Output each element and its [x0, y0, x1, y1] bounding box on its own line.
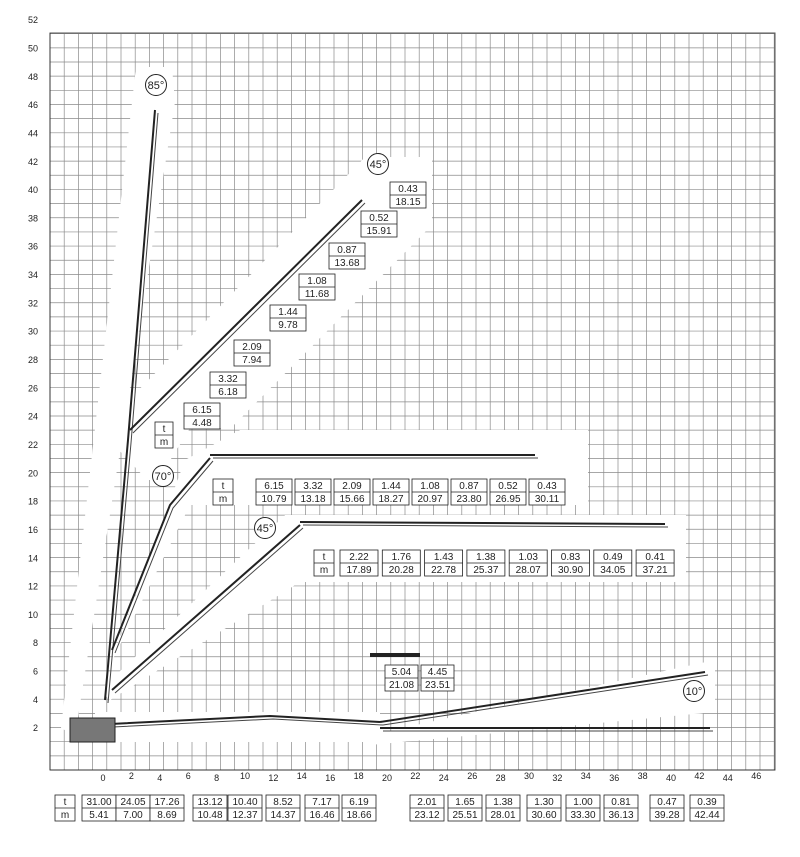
- jib-load-box-m: 21.08: [388, 680, 415, 691]
- bottom-load-box-t: 7.17: [312, 797, 332, 808]
- bottom-load-box-t: 2.01: [417, 797, 437, 808]
- x-tick-label: 36: [609, 773, 620, 783]
- bottom-load-box-t: 10.40: [232, 797, 258, 808]
- row22-load-box-t: 0.43: [537, 481, 557, 492]
- row17-load-box-m: 22.78: [431, 565, 457, 576]
- x-tick-label: 12: [268, 773, 279, 783]
- jib-load-box-t: 4.45: [427, 667, 448, 678]
- y-tick-label: 6: [32, 666, 38, 677]
- row17-load-box-t: 1.43: [433, 552, 454, 563]
- y-tick-label: 50: [27, 43, 38, 54]
- bottom-load-box-m: 8.69: [157, 810, 177, 821]
- x-tick-label: 28: [495, 773, 506, 783]
- x-tick-label: 32: [552, 773, 563, 783]
- bottom-load-box-m: 10.48: [197, 810, 223, 821]
- y-tick-label: 32: [27, 298, 38, 309]
- x-tick-label: 16: [325, 773, 336, 783]
- x-tick-label: 2: [128, 771, 134, 781]
- bottom-load-box-m: 28.01: [490, 810, 516, 821]
- y-tick-label: 48: [27, 71, 38, 82]
- row17-load-box-m: 30.90: [557, 565, 584, 576]
- row22-label-box-t: t: [221, 481, 225, 492]
- y-tick-label: 52: [27, 15, 38, 26]
- y-tick-label: 4: [32, 694, 38, 705]
- row17-load-box-m: 20.28: [388, 565, 414, 576]
- row17-load-box-m: 25.37: [473, 565, 499, 576]
- diag-load-box-t: 3.32: [218, 374, 238, 385]
- x-tick-label: 0: [100, 773, 106, 783]
- jib-load-box-m: 23.51: [424, 680, 451, 691]
- crane-base: [70, 718, 115, 742]
- x-tick-label: 46: [751, 771, 762, 781]
- row22-load-box-m: 10.79: [261, 494, 287, 505]
- row22-load-box-t: 3.32: [303, 481, 323, 492]
- y-tick-label: 30: [27, 326, 38, 337]
- y-tick-label: 12: [27, 581, 38, 592]
- row22-load-box-m: 23.80: [456, 494, 482, 505]
- diag-load-box-t: 6.15: [192, 405, 212, 416]
- bottom-load-box-m: 18.66: [346, 810, 372, 821]
- y-tick-label: 22: [27, 439, 38, 450]
- bottom-load-box-t: 1.38: [493, 797, 513, 808]
- x-tick-label: 24: [438, 773, 449, 783]
- x-tick-label: 22: [410, 771, 421, 781]
- diag-label-box-t: t: [162, 424, 166, 435]
- row17-load-box-m: 37.21: [642, 565, 668, 576]
- diag-load-box-t: 0.52: [369, 213, 389, 224]
- bottom-load-box-t: 0.81: [611, 797, 631, 808]
- diag-load-box-t: 1.08: [307, 276, 327, 287]
- bottom-load-box-m: 33.30: [570, 810, 596, 821]
- diag-load-box-t: 2.09: [242, 342, 262, 353]
- jib-load-box-t: 5.04: [391, 667, 412, 678]
- row22-load-box-t: 0.52: [498, 481, 518, 492]
- bottom-load-box-t: 0.39: [697, 797, 717, 808]
- bottom-load-box-m: 16.46: [309, 810, 335, 821]
- y-tick-label: 26: [27, 383, 38, 394]
- y-tick-label: 18: [27, 496, 38, 507]
- x-tick-label: 8: [214, 773, 220, 783]
- y-tick-label: 40: [27, 185, 38, 196]
- row17-load-box-t: 1.38: [476, 552, 496, 563]
- diag-load-box-m: 4.48: [192, 418, 212, 429]
- x-tick-label: 6: [185, 771, 191, 781]
- y-tick-label: 24: [27, 411, 38, 422]
- y-tick-label: 36: [27, 241, 38, 252]
- diag-load-box-m: 18.15: [395, 197, 421, 208]
- x-tick-label: 40: [665, 773, 677, 783]
- row17-load-box-t: 1.76: [391, 552, 412, 563]
- bottom-load-box-t: 24.05: [120, 797, 146, 808]
- y-tick-label: 28: [27, 355, 38, 366]
- diag-load-box-m: 13.68: [334, 258, 360, 269]
- bottom-load-box-t: 1.00: [573, 797, 593, 808]
- row22-load-box-m: 13.18: [300, 494, 326, 505]
- row17-label-box-m: m: [319, 565, 329, 576]
- bottom-load-box-m: 25.51: [452, 810, 478, 821]
- diag-label-box-m: m: [159, 437, 169, 448]
- angle-label: 10°: [685, 686, 703, 698]
- diag-load-box-m: 9.78: [278, 320, 298, 331]
- row17-load-box-t: 1.03: [518, 552, 538, 563]
- x-tick-label: 10: [239, 771, 251, 781]
- bottom-load-box-m: 36.13: [608, 810, 634, 821]
- bottom-label-box-m: m: [60, 810, 70, 821]
- row22-load-box-t: 1.08: [420, 481, 440, 492]
- bottom-load-box-t: 8.52: [273, 797, 293, 808]
- row17-load-box-t: 2.22: [349, 552, 369, 563]
- row17-load-box-t: 0.83: [560, 552, 581, 563]
- bottom-load-box-m: 30.60: [531, 810, 557, 821]
- y-tick-label: 14: [27, 553, 38, 564]
- row17-label-box-t: t: [322, 552, 326, 563]
- bottom-load-box-m: 39.28: [654, 810, 680, 821]
- x-tick-label: 44: [722, 773, 733, 783]
- angle-label: 45°: [369, 159, 387, 171]
- row17-load-box-t: 0.49: [603, 552, 623, 563]
- bottom-load-box-m: 23.12: [414, 810, 440, 821]
- diag-load-box-m: 6.18: [218, 387, 238, 398]
- bottom-load-box-t: 13.12: [197, 797, 223, 808]
- bottom-label-box-t: t: [63, 797, 67, 808]
- row22-load-box-t: 0.87: [459, 481, 479, 492]
- diag-load-box-m: 15.91: [366, 226, 392, 237]
- angle-label: 85°: [147, 80, 165, 92]
- bottom-load-box-m: 7.00: [123, 810, 143, 821]
- y-tick-label: 34: [27, 270, 38, 281]
- y-tick-label: 16: [27, 524, 38, 535]
- y-tick-label: 46: [27, 100, 38, 111]
- bottom-load-box-m: 12.37: [232, 810, 258, 821]
- y-tick-label: 20: [27, 468, 38, 479]
- row22-load-box-t: 2.09: [342, 481, 362, 492]
- row22-load-box-m: 15.66: [339, 494, 365, 505]
- bottom-load-box-t: 17.26: [154, 797, 180, 808]
- row22-label-box-m: m: [218, 494, 228, 505]
- diag-load-box-m: 11.68: [304, 289, 330, 300]
- row22-load-box-t: 1.44: [381, 481, 401, 492]
- y-tick-label: 10: [27, 609, 38, 620]
- row17-load-box-m: 28.07: [515, 565, 541, 576]
- envelope-region: [95, 712, 380, 742]
- x-tick-label: 4: [157, 773, 163, 783]
- row22-load-box-m: 30.11: [534, 494, 560, 505]
- y-tick-label: 44: [27, 128, 38, 139]
- x-tick-label: 30: [523, 771, 535, 781]
- diag-load-box-t: 0.43: [398, 184, 418, 195]
- angle-label: 45°: [256, 523, 274, 535]
- bottom-load-box-m: 14.37: [270, 810, 296, 821]
- y-tick-label: 42: [27, 156, 38, 167]
- bottom-load-box-m: 5.41: [89, 810, 109, 821]
- x-tick-label: 38: [637, 771, 648, 781]
- row17-load-box-m: 17.89: [346, 565, 372, 576]
- diag-load-box-m: 7.94: [242, 355, 262, 366]
- x-tick-label: 42: [694, 771, 705, 781]
- angle-label: 70°: [154, 471, 172, 483]
- y-tick-label: 2: [32, 723, 38, 734]
- y-tick-label: 8: [32, 638, 38, 649]
- bottom-load-box-m: 42.44: [694, 810, 720, 821]
- x-tick-label: 34: [580, 771, 591, 781]
- row22-load-box-t: 6.15: [264, 481, 284, 492]
- bottom-load-box-t: 6.19: [349, 797, 369, 808]
- diag-load-box-t: 0.87: [337, 245, 357, 256]
- row22-load-box-m: 26.95: [495, 494, 521, 505]
- bottom-load-box-t: 0.47: [657, 797, 677, 808]
- row22-load-box-m: 18.27: [378, 494, 404, 505]
- x-tick-label: 20: [381, 773, 393, 783]
- row17-load-box-t: 0.41: [645, 552, 665, 563]
- diag-load-box-t: 1.44: [278, 307, 298, 318]
- row17-load-box-m: 34.05: [600, 565, 626, 576]
- bottom-load-box-t: 31.00: [86, 797, 112, 808]
- bottom-load-box-t: 1.30: [534, 797, 554, 808]
- bottom-load-box-t: 1.65: [455, 797, 475, 808]
- x-tick-label: 26: [467, 771, 478, 781]
- y-tick-label: 38: [27, 213, 38, 224]
- x-tick-label: 14: [296, 771, 307, 781]
- row22-load-box-m: 20.97: [417, 494, 443, 505]
- x-tick-label: 18: [353, 771, 364, 781]
